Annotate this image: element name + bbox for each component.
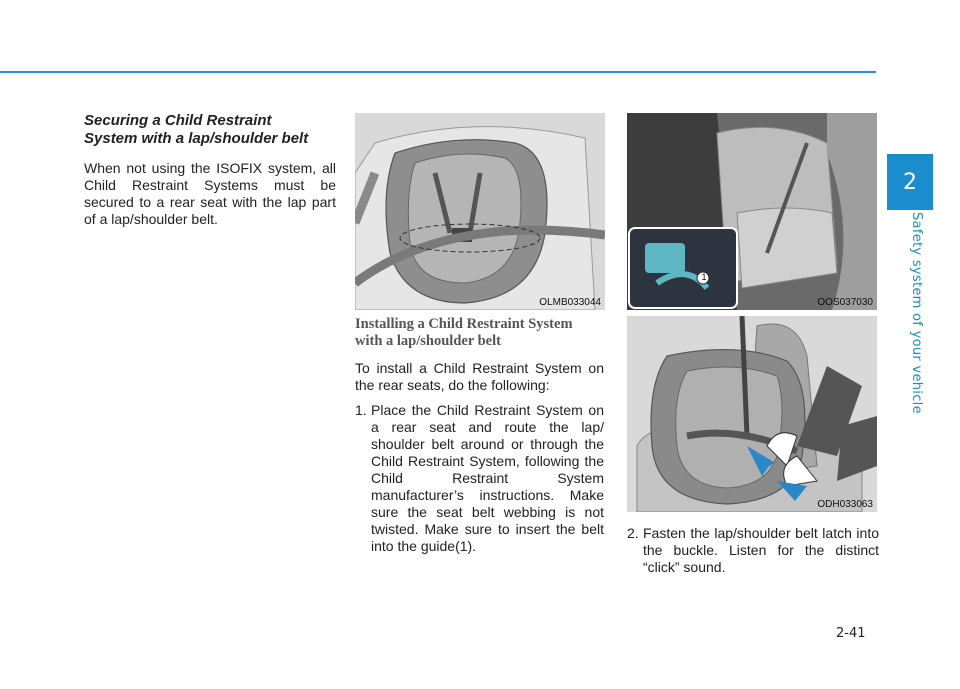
child-seat-illustration [355, 113, 605, 310]
figure-code: ODH033063 [817, 499, 873, 510]
figure-code: OOS037030 [817, 297, 873, 308]
step-number: 1. [355, 402, 367, 418]
install-intro: To install a Child Restraint System on the rear seats, do the following: [355, 360, 604, 393]
step-number: 2. [627, 525, 639, 541]
install-steps [355, 402, 604, 555]
chapter-title: Safety system of your vehicle [909, 212, 924, 414]
figure-code: OLMB033044 [539, 297, 601, 308]
section-heading-line1: Securing a Child Restraint [84, 112, 272, 129]
right-column [627, 517, 879, 576]
section-heading-line2: System with a lap/shoulder belt [84, 130, 309, 147]
rear-seat-photo-illustration [627, 113, 877, 310]
step-item [627, 525, 879, 576]
figure-fasten-buckle [627, 316, 877, 512]
intro-paragraph: When not using the ISOFIX system, all Child Restraint Systems must be secured to a rear seat with the lap part of a lap/shoulder belt. [84, 160, 336, 227]
step-text: Fasten the lap/shoulder belt latch into the buckle. Listen for the distinct “click” sound. [643, 525, 879, 575]
fasten-steps [627, 525, 879, 576]
section-heading [84, 112, 336, 148]
middle-column [355, 316, 604, 555]
chapter-number: 2 [903, 169, 917, 195]
guide-callout-number: 1 [701, 272, 707, 282]
install-heading-line2: with a lap/shoulder belt [355, 333, 501, 349]
header-rule [0, 71, 876, 73]
buckle-illustration [627, 316, 877, 512]
step-item [355, 402, 604, 555]
install-heading [355, 316, 604, 350]
install-heading-line1: Installing a Child Restraint System [355, 316, 573, 332]
left-column [84, 112, 336, 228]
chapter-tab [887, 154, 933, 210]
figure-rear-seat-guide [627, 113, 877, 310]
page-number: 2-41 [836, 626, 866, 641]
figure-child-seat-lap-belt [355, 113, 605, 310]
step-text: Place the Child Restraint System on a rear seat and route the lap/ shoulder belt around or through the Child Restraint System, following the Child Restraint System manufacturer’s instructions. Make sure the seat belt webbing is not twisted. Make sure to insert the belt into the guide(1). [371, 402, 604, 554]
